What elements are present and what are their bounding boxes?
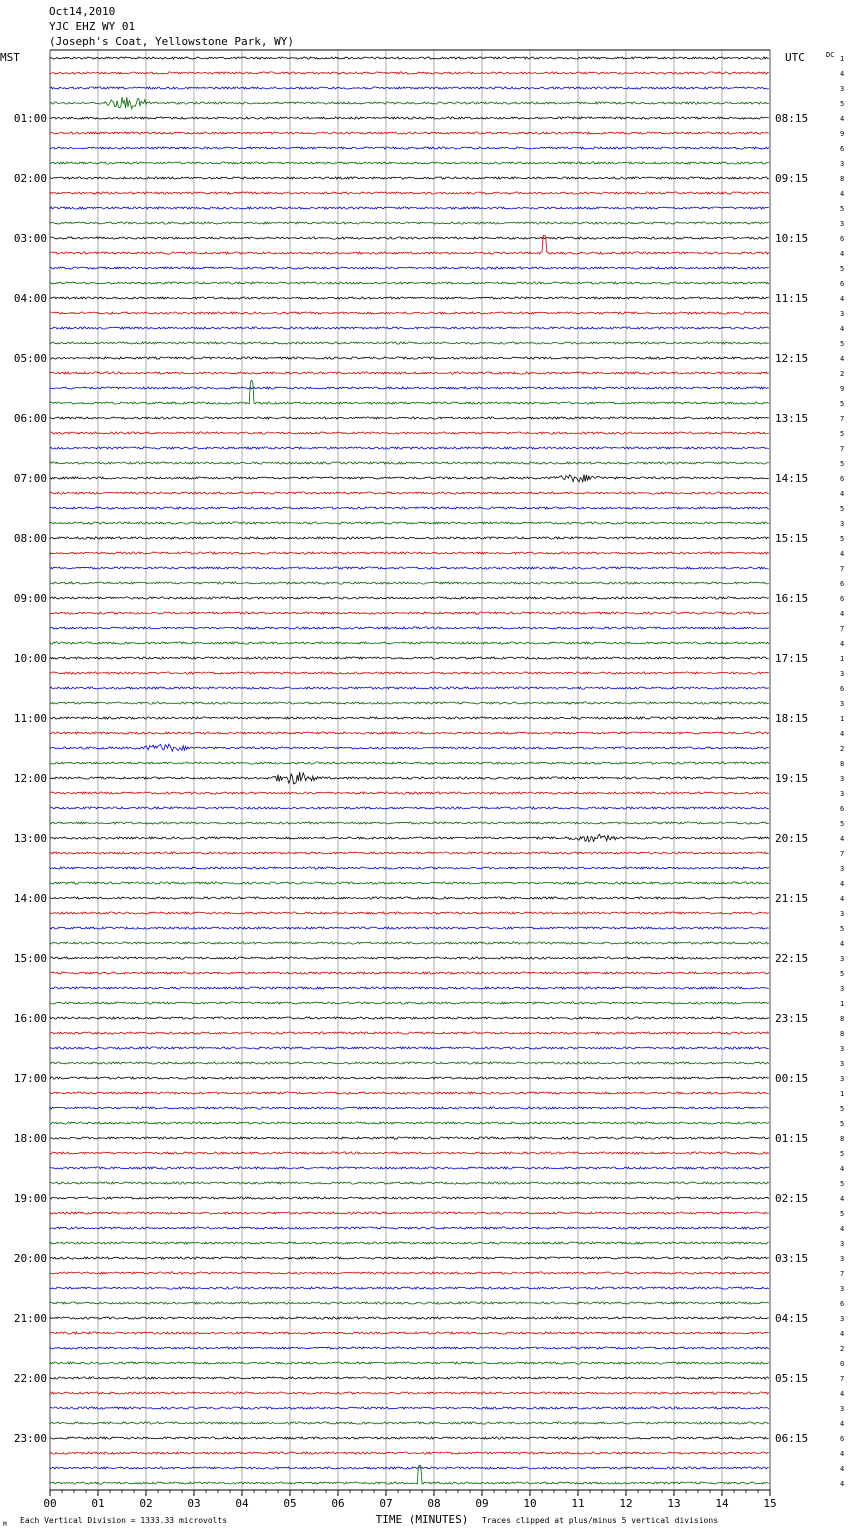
x-tick-label: 13: [667, 1497, 681, 1510]
dc-offset-label: 6: [840, 1300, 845, 1308]
seismic-trace: [50, 1182, 769, 1184]
seismic-trace: [50, 1347, 769, 1349]
seismic-trace: [50, 957, 769, 959]
seismic-trace: [50, 1092, 769, 1094]
dc-offset-label: 3: [840, 1240, 845, 1248]
dc-offset-label: 3: [840, 1405, 845, 1413]
seismic-trace: [50, 72, 769, 74]
seismic-trace: [50, 1392, 769, 1394]
dc-label: DC: [826, 51, 835, 59]
dc-offset-label: 4: [840, 355, 845, 363]
dc-offset-label: 5: [840, 970, 845, 978]
seismic-trace: [50, 417, 769, 419]
dc-offset-label: 5: [840, 925, 845, 933]
mst-hour-label: 13:00: [13, 832, 47, 845]
seismic-trace: [50, 117, 769, 119]
dc-offset-label: 1: [840, 55, 845, 63]
utc-hour-label: 15:15: [775, 532, 809, 545]
dc-offset-label: 3: [840, 1285, 845, 1293]
seismic-trace: [50, 97, 769, 109]
seismic-trace: [50, 177, 769, 179]
seismic-trace: [50, 927, 769, 929]
dc-offset-label: 4: [840, 940, 845, 948]
dc-offset-label: 4: [840, 895, 845, 903]
utc-hour-label: 04:15: [775, 1312, 809, 1325]
seismic-trace: [50, 312, 769, 314]
corner-mark: M: [3, 1521, 7, 1528]
seismic-trace: [50, 882, 769, 884]
seismic-trace: [50, 1107, 769, 1109]
dc-offset-label: 3: [840, 775, 845, 783]
utc-hour-label: 08:15: [775, 112, 809, 125]
dc-offset-label: 4: [840, 880, 845, 888]
dc-offset-label: 6: [840, 235, 845, 243]
utc-hour-label: 18:15: [775, 712, 809, 725]
dc-offset-label: 4: [840, 835, 845, 843]
dc-offset-label: 3: [840, 1045, 845, 1053]
mst-hour-label: 01:00: [13, 112, 47, 125]
seismic-trace: [50, 702, 769, 704]
utc-hour-label: 13:15: [775, 412, 809, 425]
utc-hour-label: 21:15: [775, 892, 809, 905]
seismic-trace: [50, 822, 769, 824]
dc-offset-label: 1: [840, 715, 845, 723]
seismic-trace: [50, 87, 769, 89]
utc-hour-label: 14:15: [775, 472, 809, 485]
clip-note: Traces clipped at plus/minus 5 vertical divisions: [482, 1516, 719, 1525]
utc-hour-label: 00:15: [775, 1072, 809, 1085]
dc-offset-label: 0: [840, 1360, 845, 1368]
dc-offset-label: 7: [840, 850, 845, 858]
dc-offset-label: 2: [840, 370, 845, 378]
mst-hour-label: 02:00: [13, 172, 47, 185]
mst-hour-label: 14:00: [13, 892, 47, 905]
dc-offset-label: 3: [840, 1255, 845, 1263]
dc-offset-label: 6: [840, 475, 845, 483]
dc-offset-label: 8: [840, 1015, 845, 1023]
dc-offset-label: 8: [840, 175, 845, 183]
seismic-trace: [50, 912, 769, 914]
dc-offset-label: 6: [840, 280, 845, 288]
seismic-trace: [50, 492, 769, 494]
seismic-trace: [50, 582, 769, 584]
dc-offset-label: 5: [840, 430, 845, 438]
seismic-trace: [50, 1122, 769, 1124]
x-tick-label: 03: [187, 1497, 201, 1510]
seismic-trace: [50, 432, 769, 434]
dc-offset-label: 6: [840, 580, 845, 588]
dc-offset-label: 4: [840, 190, 845, 198]
dc-offset-label: 1: [840, 655, 845, 663]
x-tick-label: 01: [91, 1497, 105, 1510]
dc-offset-label: 7: [840, 625, 845, 633]
utc-hour-label: 05:15: [775, 1372, 809, 1385]
dc-offset-label: 3: [840, 865, 845, 873]
seismic-trace: [50, 1377, 769, 1379]
dc-offset-label: 3: [840, 1315, 845, 1323]
seismic-trace: [50, 297, 769, 299]
dc-offset-label: 5: [840, 535, 845, 543]
mst-label: MST: [0, 51, 20, 64]
dc-offset-label: 8: [840, 1135, 845, 1143]
mst-hour-label: 08:00: [13, 532, 47, 545]
seismic-trace: [50, 1032, 769, 1034]
seismic-trace: [50, 507, 769, 509]
seismic-trace: [50, 867, 769, 869]
dc-offset-label: 4: [840, 1450, 845, 1458]
dc-offset-label: 5: [840, 1180, 845, 1188]
seismic-trace: [50, 1077, 769, 1079]
seismic-trace: [50, 474, 769, 481]
dc-offset-label: 3: [840, 985, 845, 993]
dc-offset-label: 4: [840, 610, 845, 618]
seismic-trace: [50, 1287, 769, 1289]
x-tick-label: 06: [331, 1497, 345, 1510]
dc-offset-label: 4: [840, 640, 845, 648]
mst-hour-label: 21:00: [13, 1312, 47, 1325]
dc-offset-label: 7: [840, 1375, 845, 1383]
dc-offset-label: 4: [840, 1465, 845, 1473]
dc-offset-label: 6: [840, 685, 845, 693]
seismic-trace: [50, 1137, 769, 1139]
seismic-trace: [50, 627, 769, 629]
dc-offset-label: 4: [840, 1480, 845, 1488]
seismic-trace: [50, 642, 769, 644]
dc-offset-label: 4: [840, 70, 845, 78]
utc-hour-label: 09:15: [775, 172, 809, 185]
seismic-trace: [50, 762, 769, 764]
dc-offset-label: 8: [840, 1030, 845, 1038]
dc-offset-label: 4: [840, 1390, 845, 1398]
seismic-trace: [50, 462, 769, 464]
seismic-trace: [50, 732, 769, 734]
utc-hour-label: 11:15: [775, 292, 809, 305]
mst-hour-label: 12:00: [13, 772, 47, 785]
mst-hour-label: 18:00: [13, 1132, 47, 1145]
utc-label: UTC: [785, 51, 805, 64]
dc-offset-label: 3: [840, 790, 845, 798]
mst-hour-label: 10:00: [13, 652, 47, 665]
seismic-trace: [50, 1017, 769, 1019]
dc-offset-label: 4: [840, 1330, 845, 1338]
mst-hour-label: 11:00: [13, 712, 47, 725]
seismic-trace: [50, 807, 769, 809]
mst-hour-label: 16:00: [13, 1012, 47, 1025]
seismic-trace: [50, 1242, 769, 1244]
mst-hour-label: 05:00: [13, 352, 47, 365]
dc-offset-label: 5: [840, 400, 845, 408]
seismic-trace: [50, 942, 769, 944]
mst-hour-label: 20:00: [13, 1252, 47, 1265]
dc-offset-label: 4: [840, 550, 845, 558]
dc-offset-label: 4: [840, 730, 845, 738]
dc-offset-label: 5: [840, 820, 845, 828]
dc-offset-label: 3: [840, 670, 845, 678]
dc-offset-label: 1: [840, 1000, 845, 1008]
seismic-trace: [50, 380, 769, 404]
seismic-trace: [50, 1212, 769, 1214]
dc-offset-label: 7: [840, 565, 845, 573]
dc-offset-label: 7: [840, 1270, 845, 1278]
seismic-trace: [50, 357, 769, 359]
seismic-trace: [50, 717, 769, 719]
dc-offset-label: 4: [840, 1195, 845, 1203]
seismic-trace: [50, 1047, 769, 1049]
dc-offset-label: 5: [840, 340, 845, 348]
x-tick-label: 10: [523, 1497, 537, 1510]
seismic-trace: [50, 792, 769, 794]
dc-offset-label: 3: [840, 310, 845, 318]
seismic-trace: [50, 147, 769, 149]
seismic-trace: [50, 1272, 769, 1274]
seismic-trace: [50, 192, 769, 194]
seismic-trace: [50, 987, 769, 989]
seismic-trace: [50, 1002, 769, 1004]
seismic-trace: [50, 1407, 769, 1409]
dc-offset-label: 2: [840, 1345, 845, 1353]
dc-offset-label: 4: [840, 1225, 845, 1233]
mst-hour-label: 23:00: [13, 1432, 47, 1445]
dc-offset-label: 5: [840, 1120, 845, 1128]
utc-hour-label: 23:15: [775, 1012, 809, 1025]
seismic-trace: [50, 1257, 769, 1259]
dc-offset-label: 2: [840, 745, 845, 753]
dc-offset-label: 3: [840, 85, 845, 93]
seismic-trace: [50, 1317, 769, 1319]
seismic-trace: [50, 1167, 769, 1169]
dc-offset-label: 5: [840, 265, 845, 273]
seismic-trace: [50, 207, 769, 209]
x-tick-label: 04: [235, 1497, 249, 1510]
seismic-trace: [50, 1152, 769, 1154]
seismic-trace: [50, 744, 769, 751]
seismic-trace: [50, 237, 769, 239]
scale-note: Each Vertical Division = 1333.33 microvolts: [20, 1516, 228, 1525]
seismic-trace: [50, 1227, 769, 1229]
seismic-trace: [50, 1062, 769, 1064]
station-label: YJC EHZ WY 01: [49, 20, 136, 33]
seismic-trace: [50, 567, 769, 569]
dc-offset-label: 3: [840, 160, 845, 168]
mst-hour-label: 17:00: [13, 1072, 47, 1085]
seismic-trace: [50, 372, 769, 374]
x-axis-title: TIME (MINUTES): [375, 1513, 469, 1526]
dc-offset-label: 4: [840, 325, 845, 333]
date-label: Oct14,2010: [49, 5, 116, 18]
x-tick-label: 05: [283, 1497, 297, 1510]
dc-offset-label: 9: [840, 130, 845, 138]
seismic-trace: [50, 552, 769, 554]
x-tick-label: 08: [427, 1497, 441, 1510]
dc-offset-label: 5: [840, 1105, 845, 1113]
seismic-trace: [50, 1422, 769, 1424]
seismic-trace: [50, 1302, 769, 1304]
dc-offset-label: 4: [840, 1165, 845, 1173]
seismic-trace: [50, 537, 769, 539]
utc-hour-label: 06:15: [775, 1432, 809, 1445]
seismic-trace: [50, 657, 769, 659]
seismic-trace: [50, 834, 769, 842]
x-tick-label: 00: [43, 1497, 57, 1510]
x-tick-label: 02: [139, 1497, 153, 1510]
seismic-trace: [50, 672, 769, 674]
seismic-trace: [50, 972, 769, 974]
dc-offset-label: 4: [840, 115, 845, 123]
utc-hour-label: 19:15: [775, 772, 809, 785]
mst-hour-label: 07:00: [13, 472, 47, 485]
x-tick-label: 07: [379, 1497, 393, 1510]
dc-offset-label: 5: [840, 460, 845, 468]
dc-offset-label: 8: [840, 760, 845, 768]
mst-hour-label: 04:00: [13, 292, 47, 305]
x-tick-label: 15: [763, 1497, 777, 1510]
seismic-trace: [50, 772, 769, 784]
seismic-trace: [50, 522, 769, 524]
utc-hour-label: 10:15: [775, 232, 809, 245]
seismic-trace: [50, 1362, 769, 1364]
seismic-trace: [50, 222, 769, 224]
mst-hour-label: 22:00: [13, 1372, 47, 1385]
utc-hour-label: 03:15: [775, 1252, 809, 1265]
dc-offset-label: 4: [840, 250, 845, 258]
seismic-trace: [50, 57, 769, 59]
dc-offset-label: 6: [840, 595, 845, 603]
x-tick-label: 09: [475, 1497, 489, 1510]
dc-offset-label: 5: [840, 1150, 845, 1158]
seismic-trace: [50, 132, 769, 134]
dc-offset-label: 7: [840, 415, 845, 423]
mst-hour-label: 03:00: [13, 232, 47, 245]
utc-hour-label: 01:15: [775, 1132, 809, 1145]
seismic-trace: [50, 447, 769, 449]
seismic-trace: [50, 897, 769, 899]
dc-offset-label: 5: [840, 505, 845, 513]
dc-offset-label: 6: [840, 145, 845, 153]
seismic-trace: [50, 1437, 769, 1439]
seismic-trace: [50, 687, 769, 689]
dc-offset-label: 4: [840, 490, 845, 498]
dc-offset-label: 7: [840, 445, 845, 453]
dc-offset-label: 9: [840, 385, 845, 393]
utc-hour-label: 02:15: [775, 1192, 809, 1205]
utc-hour-label: 22:15: [775, 952, 809, 965]
dc-offset-label: 3: [840, 700, 845, 708]
dc-offset-label: 1: [840, 1090, 845, 1098]
x-tick-label: 12: [619, 1497, 633, 1510]
utc-hour-label: 16:15: [775, 592, 809, 605]
mst-hour-label: 15:00: [13, 952, 47, 965]
dc-offset-label: 6: [840, 1435, 845, 1443]
seismic-trace: [50, 1197, 769, 1199]
seismic-trace: [50, 1332, 769, 1334]
dc-offset-label: 3: [840, 220, 845, 228]
seismic-trace: [50, 387, 769, 389]
mst-hour-label: 06:00: [13, 412, 47, 425]
seismic-trace: [50, 267, 769, 269]
dc-offset-label: 3: [840, 1060, 845, 1068]
utc-hour-label: 12:15: [775, 352, 809, 365]
seismic-trace: [50, 327, 769, 329]
location-label: (Joseph's Coat, Yellowstone Park, WY): [49, 35, 295, 48]
utc-hour-label: 17:15: [775, 652, 809, 665]
seismic-trace: [50, 162, 769, 164]
seismic-trace: [50, 597, 769, 599]
dc-offset-label: 6: [840, 805, 845, 813]
dc-offset-label: 3: [840, 1075, 845, 1083]
dc-offset-label: 4: [840, 295, 845, 303]
x-tick-label: 11: [571, 1497, 585, 1510]
seismic-trace: [50, 342, 769, 344]
mst-hour-label: 09:00: [13, 592, 47, 605]
dc-offset-label: 5: [840, 205, 845, 213]
utc-hour-label: 20:15: [775, 832, 809, 845]
dc-offset-label: 4: [840, 1420, 845, 1428]
dc-offset-label: 3: [840, 520, 845, 528]
dc-offset-label: 3: [840, 955, 845, 963]
dc-offset-label: 5: [840, 1210, 845, 1218]
seismic-trace: [50, 852, 769, 854]
x-tick-label: 14: [715, 1497, 729, 1510]
seismic-trace: [50, 1452, 769, 1454]
seismic-trace: [50, 282, 769, 284]
mst-hour-label: 19:00: [13, 1192, 47, 1205]
seismic-trace: [50, 612, 769, 614]
dc-offset-label: 5: [840, 100, 845, 108]
seismic-trace: [50, 1467, 769, 1469]
dc-offset-label: 3: [840, 910, 845, 918]
